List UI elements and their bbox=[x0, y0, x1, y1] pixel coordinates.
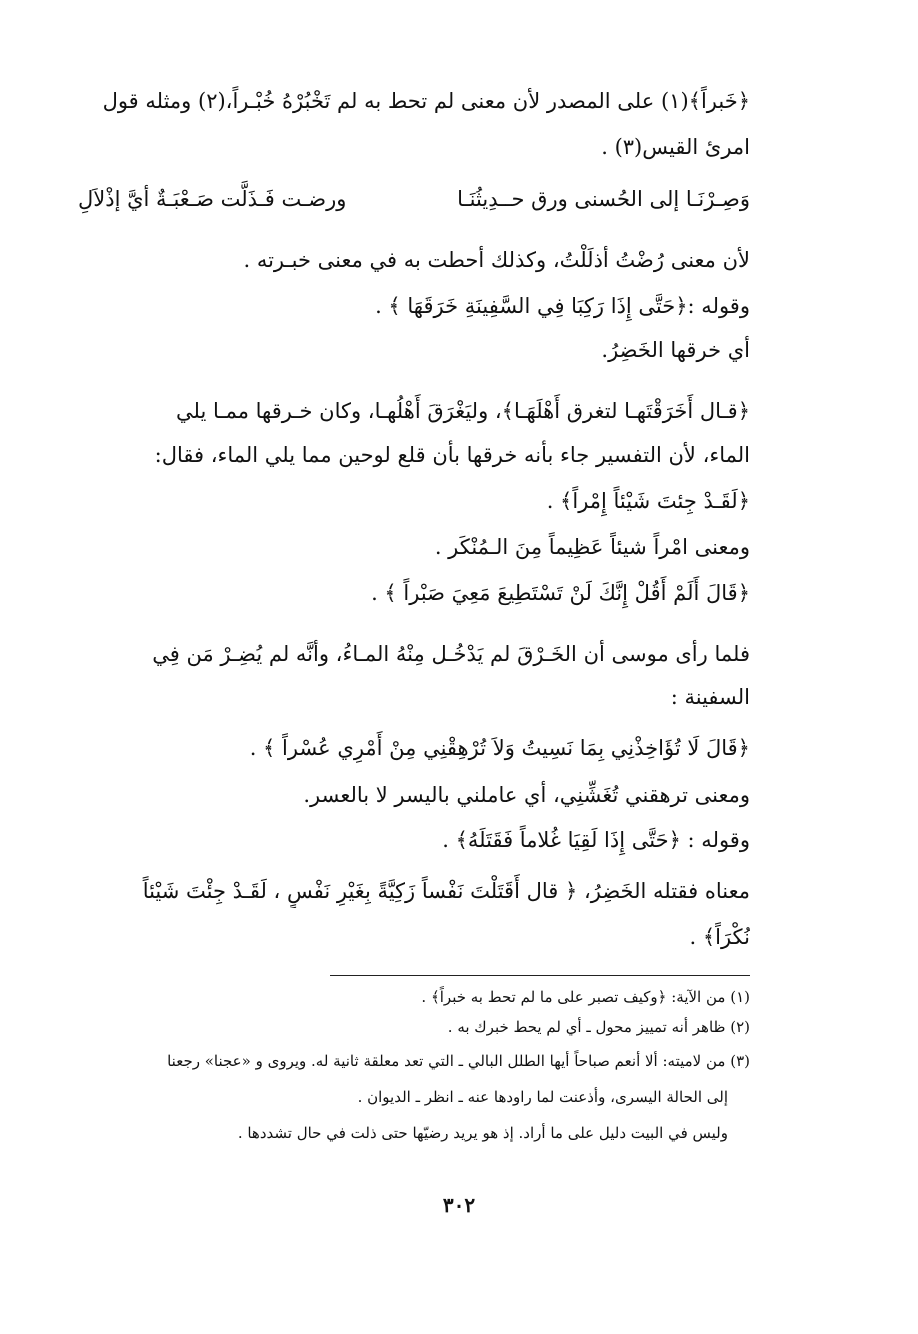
quran-quote: ﴿قَالَ لَا تُؤَاخِذْنِي بِمَا نَسِيتُ وَلاَ تُرْهِقْنِي مِنْ أَمْرِي عُسْراً ﴾ . bbox=[249, 736, 750, 760]
body-line: أي خرقها الخَضِرُ. bbox=[601, 338, 750, 362]
quran-quote: ﴿لَقَـدْ جِئتَ شَيْئاً إِمْراً﴾ . bbox=[546, 489, 750, 513]
footnote-divider bbox=[330, 975, 750, 976]
body-line: وقوله : ﴿حَتَّى إِذَا لَقِيَا غُلاماً فَقَتَلَهُ﴾ . bbox=[442, 828, 750, 852]
body-line: ﴿قـال أَخَرَقْتَهـا لتغرق أَهْلَهَـا﴾، وليَغْرَقَ أَهْلُهـا، وكان خـرقها ممـا يلي bbox=[176, 399, 750, 423]
quran-quote: ﴿قَالَ أَلَمْ أَقُلْ إِنَّكَ لَنْ تَسْتَطِيعَ مَعِيَ صَبْراً ﴾ . bbox=[371, 581, 750, 605]
body-line: نُكْرَاً﴾ . bbox=[689, 925, 750, 949]
body-line: ﴿خَبراً﴾(١) على المصدر لأن معنى لم تحط به لم تَخْبُرْهُ خُبْـراً،(٢) ومثله قول bbox=[102, 89, 750, 113]
poetry-verse-second-hemistich: ورضـت فَـذَلَّت صَـعْبَـةٌ أيَّ إذْلاَلِ bbox=[78, 187, 347, 211]
page-number: ٣٠٢ bbox=[442, 1193, 476, 1217]
footnote: (١) من الآية: ﴿وكيف تصبر على ما لم تحط به خبراً﴾ . bbox=[421, 988, 750, 1006]
body-line: ومعنى امْراً شيئاً عَظِيماً مِنَ الـمُنْكَر . bbox=[434, 535, 750, 559]
body-line: السفينة : bbox=[670, 685, 750, 709]
body-line: امرئ القيس(٣) . bbox=[601, 135, 750, 159]
body-line: الماء، لأن التفسير جاء بأنه خرقها بأن قلع لوحين مما يلي الماء، فقال: bbox=[154, 443, 750, 467]
body-line: ومعنى ترهقني تُغَشِّنِي، أي عاملني باليسر لا بالعسر. bbox=[303, 783, 750, 807]
body-line: فلما رأى موسى أن الخَـرْقَ لم يَدْخُـل مِنْهُ المـاءُ، وأنَّه لم يُضِـرْ مَن فِي bbox=[152, 642, 750, 666]
body-line: لأن معنى رُضْتُ أذلَلْتُ، وكذلك أحطت به في معنى خبـرته . bbox=[243, 248, 750, 272]
footnote: (٢) ظاهر أنه تمييز محول ـ أي لم يحط خبرك به . bbox=[447, 1018, 750, 1036]
footnote: (٣) من لاميته: ألا أنعم صباحاً أيها الطلل البالي ـ التي تعد معلقة ثانية له. ويروى و «عجنا» رجعنا bbox=[167, 1052, 750, 1070]
poetry-verse-first-hemistich: وَصِـرْنَـا إلى الحُسنى ورق حــدِيثُنَـا bbox=[457, 187, 750, 211]
footnote-continuation: إلى الحالة اليسرى، وأذعنت لما راودها عنه ـ انظر ـ الديوان . bbox=[357, 1088, 728, 1106]
body-line: معناه فقتله الخَضِرُ، ﴿ قال أَقَتَلْتَ نَفْساً زَكِيَّةً بِغَيْرِ نَفْسٍ ، لَقَـدْ جِئْتَ شَيْئاً bbox=[142, 879, 750, 903]
body-line: وقوله :﴿حَتَّى إِذَا رَكِبَا فِي السَّفِينَةِ خَرَقَهَا ﴾ . bbox=[375, 294, 750, 318]
footnote-continuation: وليس في البيت دليل على ما أراد. إذ هو يريد رضيّها حتى ذلت في حال تشددها . bbox=[237, 1124, 728, 1142]
